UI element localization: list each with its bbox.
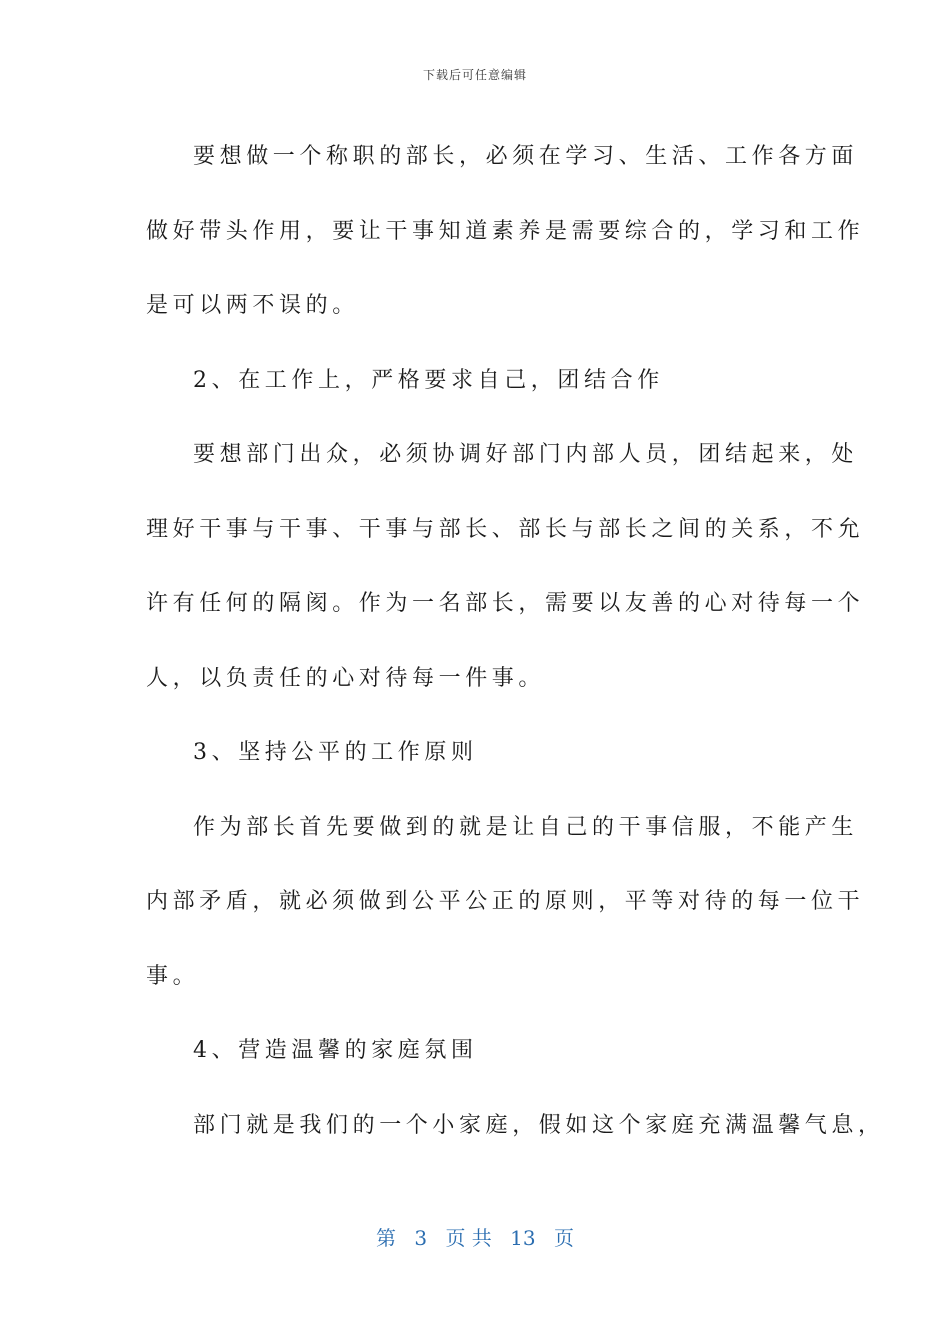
text-line: 部门就是我们的一个小家庭，假如这个家庭充满温馨气息， (193, 1112, 885, 1138)
section-heading-4: 4、营造温馨的家庭氛围 (193, 1038, 478, 1063)
paragraph-1 (146, 120, 865, 344)
document-body (146, 120, 885, 1163)
text-line: 理好干事与干事、干事与部长、部长与部长之间的关系，不允 (146, 516, 865, 542)
paragraph-4 (146, 1089, 885, 1164)
text-line: 做好带头作用，要让干事知道素养是需要综合的，学习和工作 (146, 218, 865, 244)
footer-prefix: 第 (376, 1226, 396, 1250)
paragraph-2 (146, 418, 865, 716)
page-header: 下载后可任意编辑 (422, 68, 527, 82)
text-line: 人，以负责任的心对待每一件事。 (146, 665, 546, 691)
text-line: 要想做一个称职的部长，必须在学习、生活、工作各方面 (193, 144, 859, 169)
footer-suffix: 页 (553, 1226, 574, 1250)
text-line: 许有任何的隔阂。作为一名部长，需要以友善的心对待每一个 (146, 591, 865, 616)
footer-middle: 页 共 (445, 1226, 492, 1250)
footer-page-number: 3 (414, 1226, 428, 1250)
footer-total-pages: 13 (510, 1226, 536, 1250)
section-heading-3: 3、坚持公平的工作原则 (193, 740, 478, 765)
text-line: 内部矛盾，就必须做到公平公正的原则，平等对待的每一位干 (146, 889, 865, 914)
text-line: 要想部门出众，必须协调好部门内部人员，团结起来，处 (193, 442, 859, 467)
text-line: 作为部长首先要做到的就是让自己的干事信服，不能产生 (193, 814, 859, 840)
section-heading-2: 2、在工作上，严格要求自己，团结合作 (193, 367, 664, 393)
page-footer (0, 1222, 950, 1251)
text-line: 事。 (146, 963, 200, 989)
paragraph-3 (146, 791, 865, 1015)
text-line: 是可以两不误的。 (146, 293, 359, 318)
